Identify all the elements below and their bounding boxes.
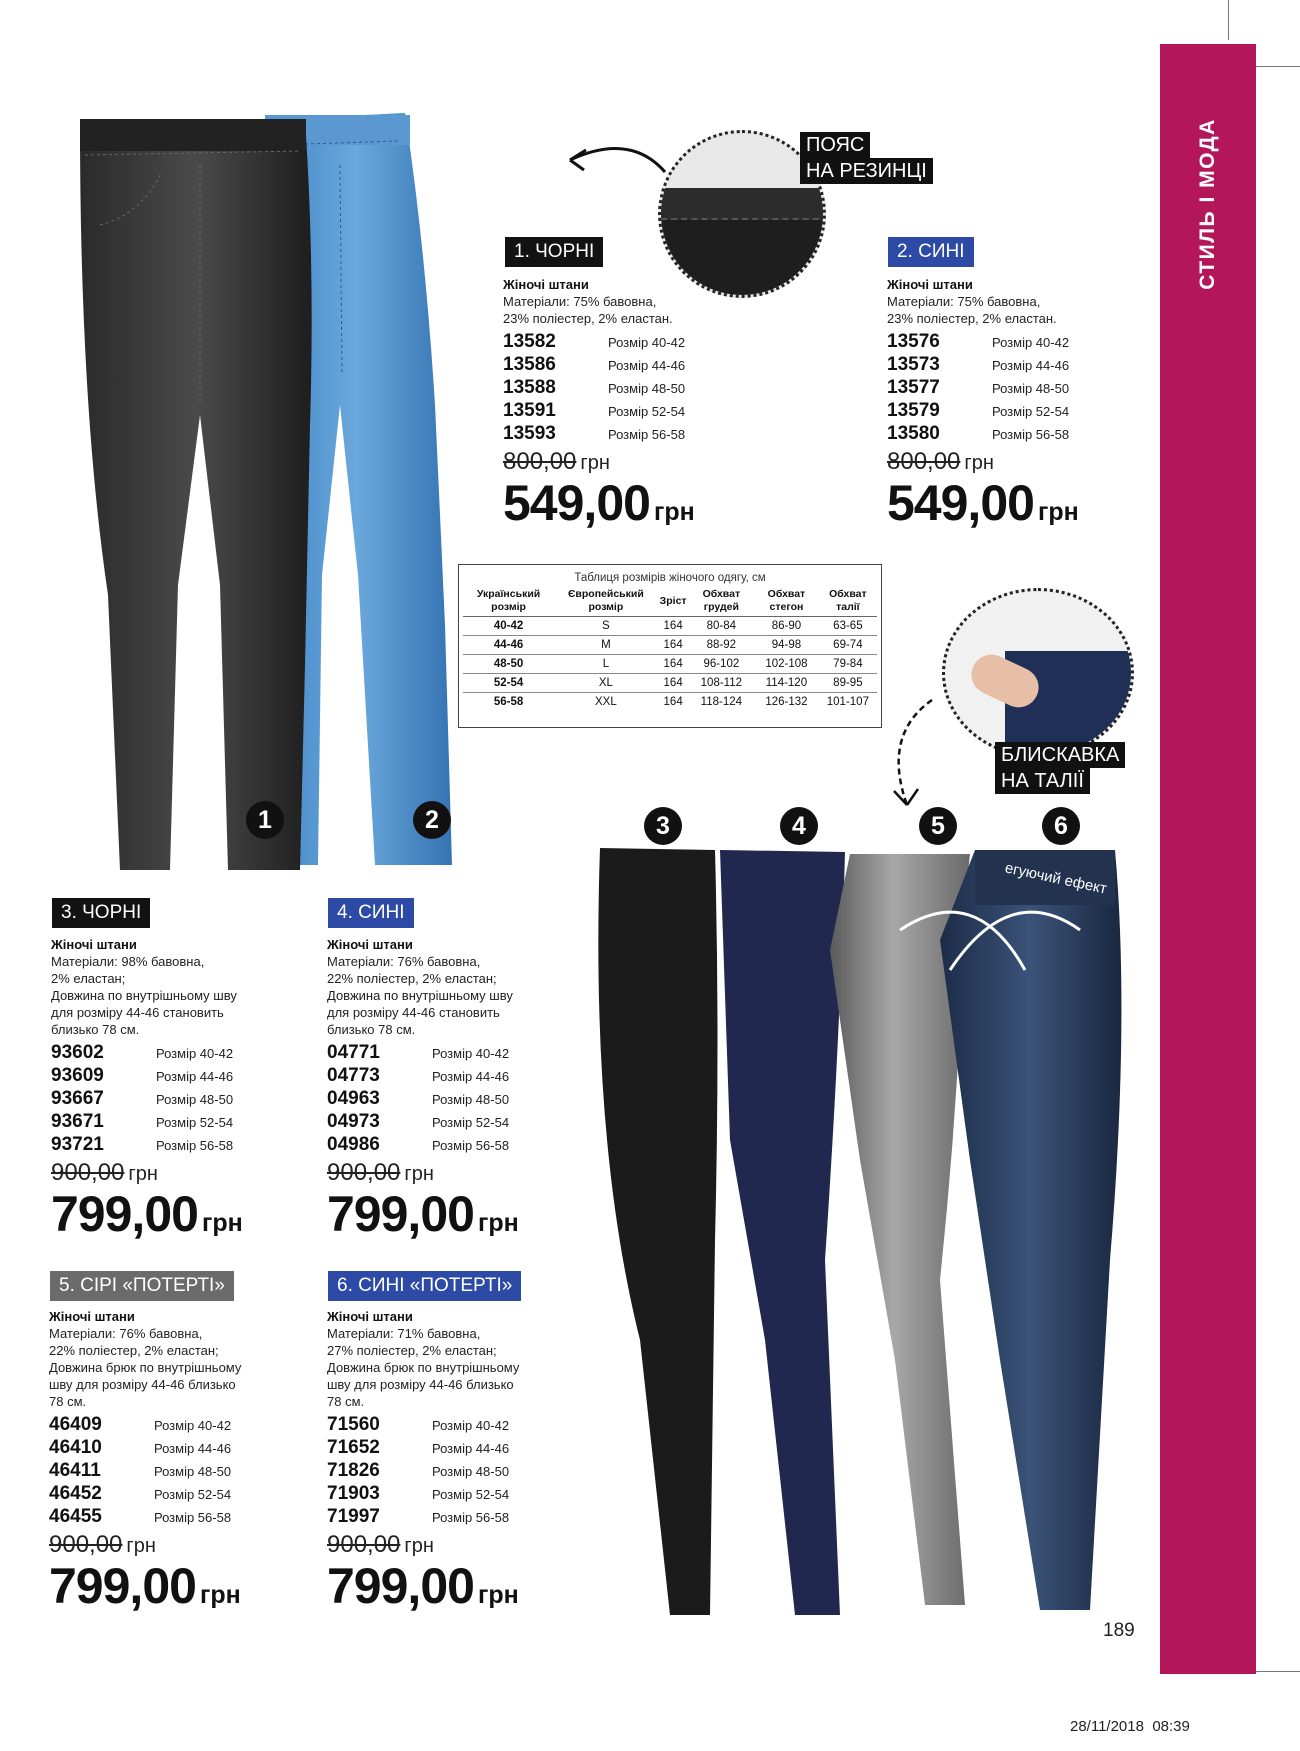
arrow-down-icon — [872, 695, 942, 815]
variant-row: 93721 Розмір 56-58 — [51, 1134, 234, 1155]
product-description: Матеріали: 76% бавовна, 22% поліестер, 2% еластан; Довжина по внутрішньому шву для розміру 44-46 становить близько 78 см. — [327, 954, 513, 1037]
variant-row: 93602 Розмір 40-42 — [51, 1042, 234, 1063]
variant-row: 71903 Розмір 52-54 — [327, 1483, 510, 1504]
old-price: 800,00 грн — [887, 448, 994, 475]
product-6-block — [327, 1309, 597, 1622]
pants-image-3-6 — [570, 840, 1160, 1620]
new-price: 799,00 грн — [327, 1558, 519, 1614]
table-row: 44-46 M 164 88-92 94-98 69-74 — [463, 636, 877, 655]
shaping-effect-label: егуючий ефект — [1003, 859, 1109, 898]
product-marker-1: 1 — [246, 801, 284, 839]
table-row: 40-42 S 164 80-84 86-90 63-65 — [463, 617, 877, 636]
variant-row: 13579 Розмір 52-54 — [887, 400, 1070, 421]
product-name: Жіночі штани — [887, 277, 973, 292]
trim-mark-right-bottom — [1256, 1671, 1300, 1672]
size-table — [458, 564, 882, 728]
product-1-tag: 1. ЧОРНІ — [505, 237, 603, 267]
old-price: 900,00 грн — [327, 1531, 434, 1558]
new-price: 799,00 грн — [51, 1186, 243, 1242]
variant-row: 13577 Розмір 48-50 — [887, 377, 1070, 398]
variant-row: 46452 Розмір 52-54 — [49, 1483, 232, 1504]
product-description: Матеріали: 98% бавовна, 2% еластан; Довжина по внутрішньому шву для розміру 44-46 становить близько 78 см. — [51, 954, 237, 1037]
variant-row: 04773 Розмір 44-46 — [327, 1065, 510, 1086]
zipper-closeup-image — [942, 588, 1134, 758]
waistband-label-line1: ПОЯС — [800, 132, 870, 158]
arrow-left-icon — [560, 132, 670, 182]
variant-row: 46411 Розмір 48-50 — [49, 1460, 232, 1481]
product-5-tag: 5. СІРІ «ПОТЕРТІ» — [50, 1271, 234, 1301]
product-1-block — [503, 277, 773, 539]
variant-row: 93667 Розмір 48-50 — [51, 1088, 234, 1109]
size-table-caption: Таблиця розмірів жіночого одягу, см — [574, 572, 766, 584]
product-4-tag: 4. СИНІ — [328, 898, 414, 928]
table-row: 48-50 L 164 96-102 102-108 79-84 — [463, 655, 877, 674]
variant-row: 71652 Розмір 44-46 — [327, 1437, 510, 1458]
trim-mark-right-top — [1256, 66, 1300, 67]
product-marker-5: 5 — [919, 807, 957, 845]
variant-row: 13576 Розмір 40-42 — [887, 331, 1070, 352]
variant-row: 71560 Розмір 40-42 — [327, 1414, 510, 1435]
product-3-block — [51, 937, 321, 1250]
product-description: Матеріали: 71% бавовна, 27% поліестер, 2% еластан; Довжина брюк по внутрішньому шву для розміру 44-46 близько 78 см. — [327, 1326, 520, 1409]
variant-row: 46410 Розмір 44-46 — [49, 1437, 232, 1458]
print-timestamp: 28/11/2018 08:39 — [1070, 1718, 1190, 1735]
product-5-block — [49, 1309, 319, 1622]
product-name: Жіночі штани — [49, 1309, 135, 1324]
old-price: 800,00 грн — [503, 448, 610, 475]
product-marker-4: 4 — [780, 807, 818, 845]
product-name: Жіночі штани — [503, 277, 589, 292]
pants-image-1-2 — [60, 105, 480, 885]
variant-row: 13573 Розмір 44-46 — [887, 354, 1070, 375]
product-marker-6: 6 — [1042, 807, 1080, 845]
product-name: Жіночі штани — [327, 937, 413, 952]
new-price: 549,00 грн — [887, 475, 1079, 531]
zipper-label-line1: БЛИСКАВКА — [995, 742, 1125, 768]
variant-row: 13580 Розмір 56-58 — [887, 423, 1070, 444]
variant-row: 04963 Розмір 48-50 — [327, 1088, 510, 1109]
variant-row: 13591 Розмір 52-54 — [503, 400, 686, 421]
old-price: 900,00 грн — [327, 1159, 434, 1186]
page-number: 189 — [1103, 1620, 1135, 1641]
new-price: 799,00 грн — [49, 1558, 241, 1614]
variant-row: 04973 Розмір 52-54 — [327, 1111, 510, 1132]
product-description: Матеріали: 75% бавовна, 23% поліестер, 2% еластан. — [887, 294, 1057, 326]
variant-row: 93609 Розмір 44-46 — [51, 1065, 234, 1086]
product-6-tag: 6. СИНІ «ПОТЕРТІ» — [328, 1271, 521, 1301]
variant-row: 04771 Розмір 40-42 — [327, 1042, 510, 1063]
old-price: 900,00 грн — [49, 1531, 156, 1558]
section-title: СТИЛЬ І МОДА — [1196, 118, 1219, 290]
variant-row: 46409 Розмір 40-42 — [49, 1414, 232, 1435]
product-marker-3: 3 — [644, 807, 682, 845]
variant-row: 71997 Розмір 56-58 — [327, 1506, 510, 1527]
product-2-block — [887, 277, 1157, 539]
product-name: Жіночі штани — [327, 1309, 413, 1324]
variant-row: 13582 Розмір 40-42 — [503, 331, 686, 352]
zipper-label-line2: НА ТАЛІЇ — [995, 768, 1090, 794]
old-price: 900,00 грн — [51, 1159, 158, 1186]
variant-row: 93671 Розмір 52-54 — [51, 1111, 234, 1132]
new-price: 799,00 грн — [327, 1186, 519, 1242]
variant-row: 46455 Розмір 56-58 — [49, 1506, 232, 1527]
waistband-label-line2: НА РЕЗИНЦІ — [800, 158, 933, 184]
variant-row: 13588 Розмір 48-50 — [503, 377, 686, 398]
table-row: 52-54 XL 164 108-112 114-120 89-95 — [463, 674, 877, 693]
product-marker-2: 2 — [413, 801, 451, 839]
size-table-header: Український розмір Європейський розмір Зріст Обхват грудей Обхват стегон Обхват талії — [463, 587, 877, 617]
product-description: Матеріали: 75% бавовна, 23% поліестер, 2% еластан. — [503, 294, 673, 326]
product-description: Матеріали: 76% бавовна, 22% поліестер, 2% еластан; Довжина брюк по внутрішньому шву для розміру 44-46 близько 78 см. — [49, 1326, 242, 1409]
product-name: Жіночі штани — [51, 937, 137, 952]
product-3-tag: 3. ЧОРНІ — [52, 898, 150, 928]
product-2-tag: 2. СИНІ — [888, 237, 974, 267]
variant-row: 04986 Розмір 56-58 — [327, 1134, 510, 1155]
trim-mark-top — [1228, 0, 1229, 40]
variant-row: 71826 Розмір 48-50 — [327, 1460, 510, 1481]
variant-row: 13586 Розмір 44-46 — [503, 354, 686, 375]
variant-row: 13593 Розмір 56-58 — [503, 423, 686, 444]
product-4-block — [327, 937, 597, 1250]
table-row: 56-58 XXL 164 118-124 126-132 101-107 — [493, 696, 869, 709]
new-price: 549,00 грн — [503, 475, 695, 531]
